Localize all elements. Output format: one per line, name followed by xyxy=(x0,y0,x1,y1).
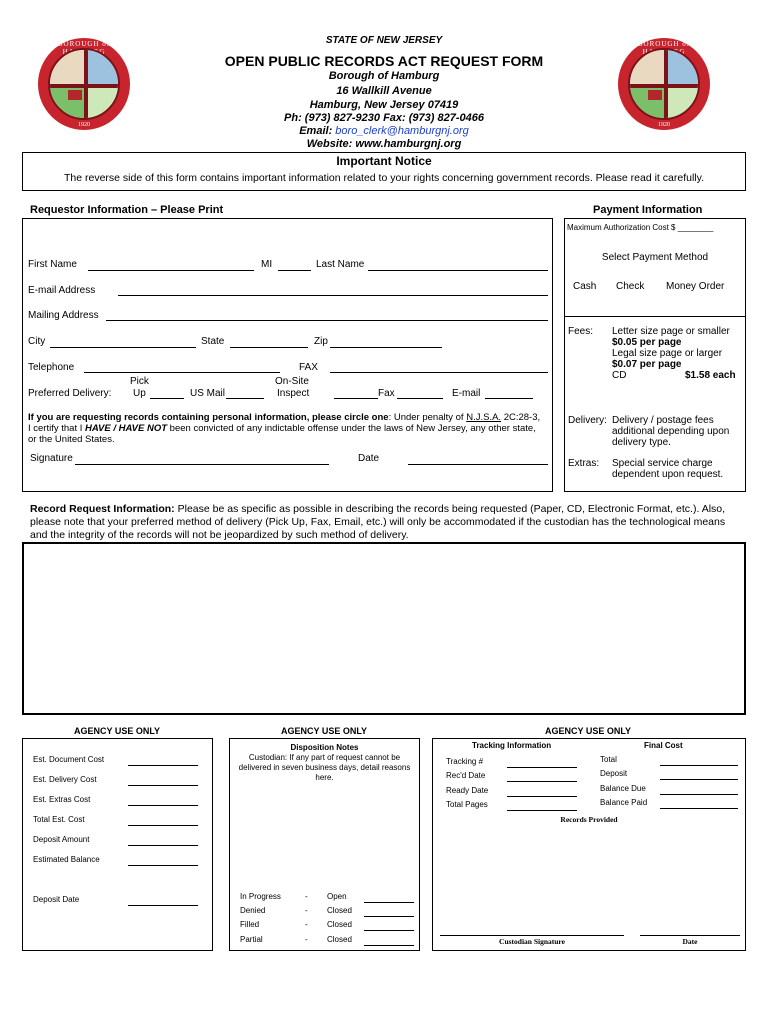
payment-heading: Payment Information xyxy=(593,204,703,216)
borough-phone: Ph: (973) 827-9230 Fax: (973) 827-0466 xyxy=(284,112,484,124)
have-not-option[interactable]: HAVE NOT xyxy=(118,423,168,434)
borough-seal-right xyxy=(618,38,710,130)
status-field[interactable] xyxy=(364,930,414,931)
have-option[interactable]: HAVE xyxy=(85,423,111,434)
record-request-textarea[interactable] xyxy=(22,542,746,715)
deposit-date-label: Deposit Date xyxy=(33,895,80,904)
final-cost-title: Final Cost xyxy=(644,741,683,750)
status-value: Closed xyxy=(327,906,352,915)
cost-label: Est. Delivery Cost xyxy=(33,775,97,784)
cost-label: Deposit Amount xyxy=(33,835,90,844)
agency-use-heading-3: AGENCY USE ONLY xyxy=(544,726,632,736)
cost-field[interactable] xyxy=(128,825,198,826)
mailing-address-label: Mailing Address xyxy=(28,310,99,321)
final-cost-label: Deposit xyxy=(600,769,628,778)
fax-label: FAX xyxy=(299,362,318,373)
signature-field[interactable] xyxy=(75,464,329,465)
njsa-ref: N.J.S.A. xyxy=(466,412,502,423)
delivery-label: Delivery: xyxy=(568,415,607,426)
status-field[interactable] xyxy=(364,902,414,903)
personal-info-certification: If you are requesting records containing personal information, please circle one: Under penalty of N.J.S.A. 2C:28-3, I certify that I HAVE / HAVE NOT been convicted of any indictable offense under the laws of New Jersey, any other state, or the United States. xyxy=(28,412,541,445)
mailing-address-field[interactable] xyxy=(106,320,548,321)
signature-label: Signature xyxy=(30,453,73,464)
state-field[interactable] xyxy=(230,347,308,348)
status-field[interactable] xyxy=(364,945,414,946)
final-cost-field[interactable] xyxy=(660,808,738,809)
status-label: Partial xyxy=(240,935,263,944)
agency-use-heading-2: AGENCY USE ONLY xyxy=(280,726,368,736)
status-value: Open xyxy=(327,892,347,901)
city-label: City xyxy=(28,336,46,347)
record-request-info xyxy=(30,503,740,542)
notice-text: The reverse side of this form contains important information related to your rights concerning government records. Please read it carefully. xyxy=(63,172,705,184)
extras-label: Extras: xyxy=(568,458,600,469)
tracking-label: Tracking # xyxy=(446,757,484,766)
final-cost-field[interactable] xyxy=(660,794,738,795)
disposition-text: Custodian: If any part of request cannot be delivered in seven business days, detail reasons here. xyxy=(238,753,411,782)
fee-cd: CD xyxy=(612,370,627,381)
inspect-field[interactable] xyxy=(334,398,378,399)
email-option-label: E-mail xyxy=(452,388,481,399)
disposition-title: Disposition Notes xyxy=(290,743,359,752)
state-heading: STATE OF NEW JERSEY xyxy=(325,35,443,46)
inspect-label: Inspect xyxy=(277,388,310,399)
seal-year: 1920 xyxy=(658,122,670,128)
email-address-field[interactable] xyxy=(118,295,548,296)
zip-field[interactable] xyxy=(330,347,442,348)
last-name-label: Last Name xyxy=(316,259,365,270)
fee-legal-price: $0.07 per page xyxy=(612,359,682,370)
pickup-field[interactable] xyxy=(150,398,184,399)
fee-cd-price: $1.58 each xyxy=(685,370,736,381)
tracking-title: Tracking Information xyxy=(472,741,552,750)
email-line xyxy=(200,125,568,137)
final-cost-field[interactable] xyxy=(660,765,738,766)
record-request-label: Record Request Information: xyxy=(30,503,175,515)
city-field[interactable] xyxy=(50,347,196,348)
agency-use-heading-1: AGENCY USE ONLY xyxy=(73,726,161,736)
custodian-date-field[interactable] xyxy=(640,935,740,936)
final-cost-label: Balance Paid xyxy=(600,798,648,807)
borough-city: Hamburg, New Jersey 07419 xyxy=(309,99,459,111)
fee-legal: Legal size page or larger xyxy=(612,348,723,359)
tracking-label: Ready Date xyxy=(446,786,489,795)
email-link[interactable]: boro_clerk@hamburgnj.org xyxy=(335,125,469,137)
custodian-signature-label: Custodian Signature xyxy=(499,937,565,946)
cost-field[interactable] xyxy=(128,765,198,766)
state-label: State xyxy=(201,336,225,347)
first-name-label: First Name xyxy=(28,259,77,270)
fax-field[interactable] xyxy=(330,372,548,373)
seal-text: BOROUGH of xyxy=(57,40,111,48)
custodian-signature-field[interactable] xyxy=(440,935,624,936)
date-field[interactable] xyxy=(408,464,548,465)
us-mail-field[interactable] xyxy=(226,398,264,399)
seal-year: 1920 xyxy=(78,122,90,128)
form-title: OPEN PUBLIC RECORDS ACT REQUEST FORM xyxy=(224,53,544,69)
fees-label: Fees: xyxy=(568,326,594,337)
email-option-field[interactable] xyxy=(485,398,533,399)
tracking-field[interactable] xyxy=(507,767,577,768)
fee-letter-price: $0.05 per page xyxy=(612,337,682,348)
max-authorization-cost[interactable]: Maximum Authorization Cost $ ________ xyxy=(567,223,714,232)
important-notice-box xyxy=(22,152,746,191)
status-label: Filled xyxy=(240,920,260,929)
delivery-text: Delivery / postage fees additional depending upon delivery type. xyxy=(612,415,730,448)
tracking-box xyxy=(432,738,746,951)
cost-label: Total Est. Cost xyxy=(33,815,85,824)
telephone-label: Telephone xyxy=(28,362,75,373)
custodian-date-label: Date xyxy=(682,937,698,946)
payment-divider xyxy=(564,316,746,317)
up-label: Up xyxy=(133,388,146,399)
status-label: Denied xyxy=(240,906,266,915)
status-label: In Progress xyxy=(240,892,281,901)
fax-option-label: Fax xyxy=(378,388,395,399)
borough-seal-left xyxy=(38,38,130,130)
last-name-field[interactable] xyxy=(368,270,548,271)
preferred-delivery-label: Preferred Delivery: xyxy=(28,388,112,399)
extras-text: Special service charge dependent upon request. xyxy=(612,458,724,480)
tracking-field[interactable] xyxy=(507,781,577,782)
zip-label: Zip xyxy=(314,336,328,347)
final-cost-label: Total xyxy=(600,755,617,764)
us-mail-label: US Mail xyxy=(190,388,226,399)
notice-title: Important Notice xyxy=(336,154,432,168)
final-cost-field[interactable] xyxy=(660,779,738,780)
email-label: Email: xyxy=(299,125,333,137)
final-cost-label: Balance Due xyxy=(600,784,646,793)
tracking-label: Total Pages xyxy=(446,800,488,809)
tracking-field[interactable] xyxy=(507,796,577,797)
first-name-field[interactable] xyxy=(88,270,254,271)
cost-field[interactable] xyxy=(128,865,198,866)
cost-field[interactable] xyxy=(128,805,198,806)
tracking-label: Rec'd Date xyxy=(446,771,486,780)
personal-info-heading: If you are requesting records containing personal information, please circle one xyxy=(28,412,389,423)
deposit-date-field[interactable] xyxy=(128,905,198,906)
payment-money-order[interactable]: Money Order xyxy=(666,281,725,292)
on-site-label: On-Site xyxy=(275,376,309,387)
record-request-text: Please be as specific as possible in describing the records being requested (Paper, CD, Electronic Format, etc.). Also, please note that your preferred method of delivery (Pick Up, Fax, Email, etc.) will only be accommodated if the custodian has the technological means and the integrity of the records will not be jeopardized by such method of delivery. xyxy=(30,503,726,541)
cost-field[interactable] xyxy=(128,845,198,846)
select-payment-method: Select Payment Method xyxy=(601,252,709,263)
fees-list xyxy=(612,326,742,381)
tracking-field[interactable] xyxy=(507,810,577,811)
mi-label: MI xyxy=(261,259,273,270)
fee-letter: Letter size page or smaller xyxy=(612,326,730,337)
cost-label: Est. Extras Cost xyxy=(33,795,91,804)
payment-check[interactable]: Check xyxy=(616,281,645,292)
cost-label: Estimated Balance xyxy=(33,855,100,864)
mi-field[interactable] xyxy=(278,270,311,271)
requestor-heading: Requestor Information – Please Print xyxy=(30,204,224,216)
records-provided-label: Records Provided xyxy=(560,815,618,824)
fax-option-field[interactable] xyxy=(397,398,443,399)
status-field[interactable] xyxy=(364,916,414,917)
status-value: Closed xyxy=(327,920,352,929)
date-label: Date xyxy=(358,453,380,464)
telephone-field[interactable] xyxy=(84,372,280,373)
cost-label: Est. Document Cost xyxy=(33,755,105,764)
payment-cash[interactable]: Cash xyxy=(573,281,597,292)
pick-label: Pick xyxy=(130,376,149,387)
borough-name: Borough of Hamburg xyxy=(328,70,440,82)
seal-text: BOROUGH of xyxy=(637,40,691,48)
borough-address: 16 Wallkill Avenue xyxy=(336,85,432,97)
email-address-label: E-mail Address xyxy=(28,285,96,296)
cost-field[interactable] xyxy=(128,785,198,786)
website-line: Website: www.hamburgnj.org xyxy=(306,138,462,150)
status-value: Closed xyxy=(327,935,352,944)
requestor-box xyxy=(22,218,553,492)
